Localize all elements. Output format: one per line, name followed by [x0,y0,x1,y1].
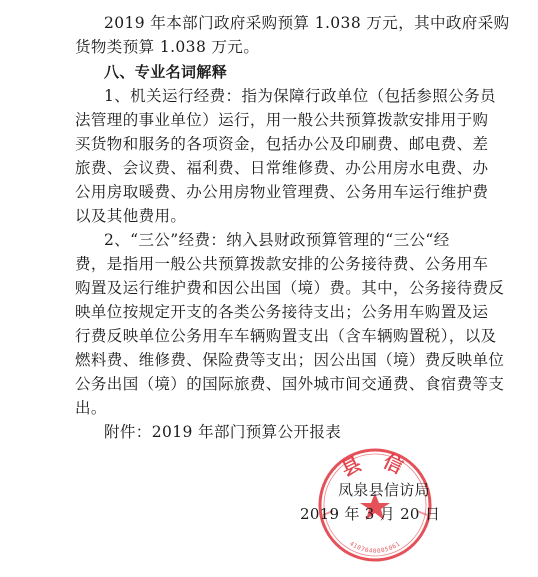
paragraph-line-12: 购置及运行维护费和因公出国（境）费。其中，公务接待费反 [75,279,505,297]
paragraph-line-9: 以及其他费用。 [75,207,187,225]
paragraph-line-1: 2019 年本部门政府采购预算 1.038 万元，其中政府采购 [104,14,510,32]
paragraph-line-15: 燃料费、维修费、保险费等支出；因公出国（境）费反映单位 [75,351,505,369]
paragraph-line-13: 映单位按规定开支的各类公务接待支出；公务用车购置及运 [75,303,489,321]
paragraph-line-10: 2、“三公”经费：纳入县财政预算管理的“三公“经 [104,231,450,249]
paragraph-line-6: 买货物和服务的各项资金，包括办公及印刷费、邮电费、差 [75,135,489,153]
paragraph-line-11: 费，是指用一般公共预算拨款安排的公务接待费、公务用车 [75,255,489,273]
paragraph-line-14: 行费反映单位公务用车车辆购置支出（含车辆购置税），以及 [75,327,497,345]
seal-serial-number: 4107040005061 [348,540,402,555]
attachment-line: 附件：2019 年部门预算公开报表 [104,423,342,441]
svg-text:县 信 [338,450,412,482]
issue-date: 2019 年 3 月 20 日 [300,505,441,523]
paragraph-line-4: 1、机关运行经费：指为保障行政单位（包括参照公务员 [104,87,496,105]
paragraph-line-7: 旅费、会议费、福利费、日常维修费、办公用房水电费、办 [75,159,489,177]
paragraph-line-5: 法管理的事业单位）运行，用一般公共预算拨款安排用于购 [75,111,489,129]
paragraph-line-2: 货物类预算 1.038 万元。 [75,38,260,56]
section-heading: 八、专业名词解释 [104,63,228,81]
issuing-organization: 凤泉县信访局 [338,481,430,499]
seal-top-text: 县 信 [338,450,412,482]
paragraph-line-17: 出。 [75,399,107,417]
paragraph-line-8: 公用房取暖费、办公用房物业管理费、公务用车运行维护费 [75,183,489,201]
paragraph-line-16: 公务出国（境）的国际旅费、国外城市间交通费、食宿费等支 [75,375,505,393]
